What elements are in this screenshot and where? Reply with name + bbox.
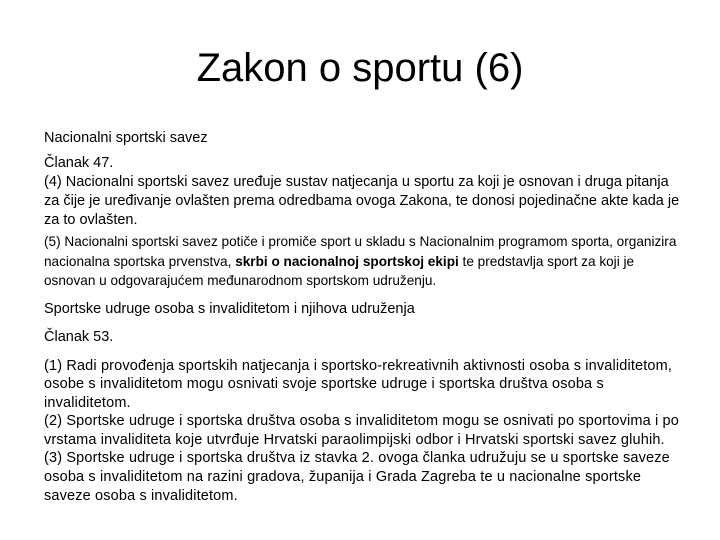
item-5-bold-text: skrbi o nacionalnoj sportskoj ekipi — [235, 253, 459, 269]
slide-title: Zakon o sportu (6) — [196, 46, 524, 90]
heading-national-federation: Nacionalni sportski savez — [44, 130, 208, 146]
article-47-item-4: (4) Nacionalni sportski savez uređuje sustav natjecanja u sportu za koji je osnovan i druga pitanja za čije je uređivanje ovlašten prema odredbama ovoga Zakona, te donosi pojedinačne akte kada je za to ovlašten. — [44, 174, 680, 228]
section-heading-disability-associations: Sportske udruge osoba s invaliditetom i njihova udruženja — [44, 300, 415, 317]
item-5-text-before: (5) Nacionalni sportski savez potiče i promiče sport u skladu s Nacionalnim programom sporta, organizira nacionalna sportska prvenstva, — [44, 234, 677, 269]
article-53-item-2: (2) Sportske udruge i sportska društva osoba s invaliditetom mogu se osnivati po sportovima i po vrstama invaliditeta koje utvrđuje Hrvatski paraolimpijski odbor i Hrvatski sportski savez gluhih. — [44, 413, 679, 448]
article-47-item-5 — [44, 232, 686, 291]
item-5-text-after: te predstavlja sport za koji je osnovan u odgovarajućem međunarodnom sportskom udruženju. — [44, 253, 635, 288]
article-53-item-1: (1) Radi provođenja sportskih natjecanja i sportsko-rekreativnih aktivnosti osoba s invaliditetom, osobe s invaliditetom mogu osnivati svoje sportske udruge i sportska društva osoba s invaliditetom. — [44, 357, 673, 411]
article-53-item-3: (3) Sportske udruge i sportska društva iz stavka 2. ovoga članka udružuju se u sportske saveze osoba s invaliditetom na razini gradova, županija i Grada Zagreba te u nacionalne sportske saveze osoba s invaliditetom. — [44, 450, 670, 504]
slide-body — [44, 128, 686, 505]
article-47-label: Članak 47. — [44, 155, 114, 171]
article-53-label: Članak 53. — [44, 328, 114, 345]
